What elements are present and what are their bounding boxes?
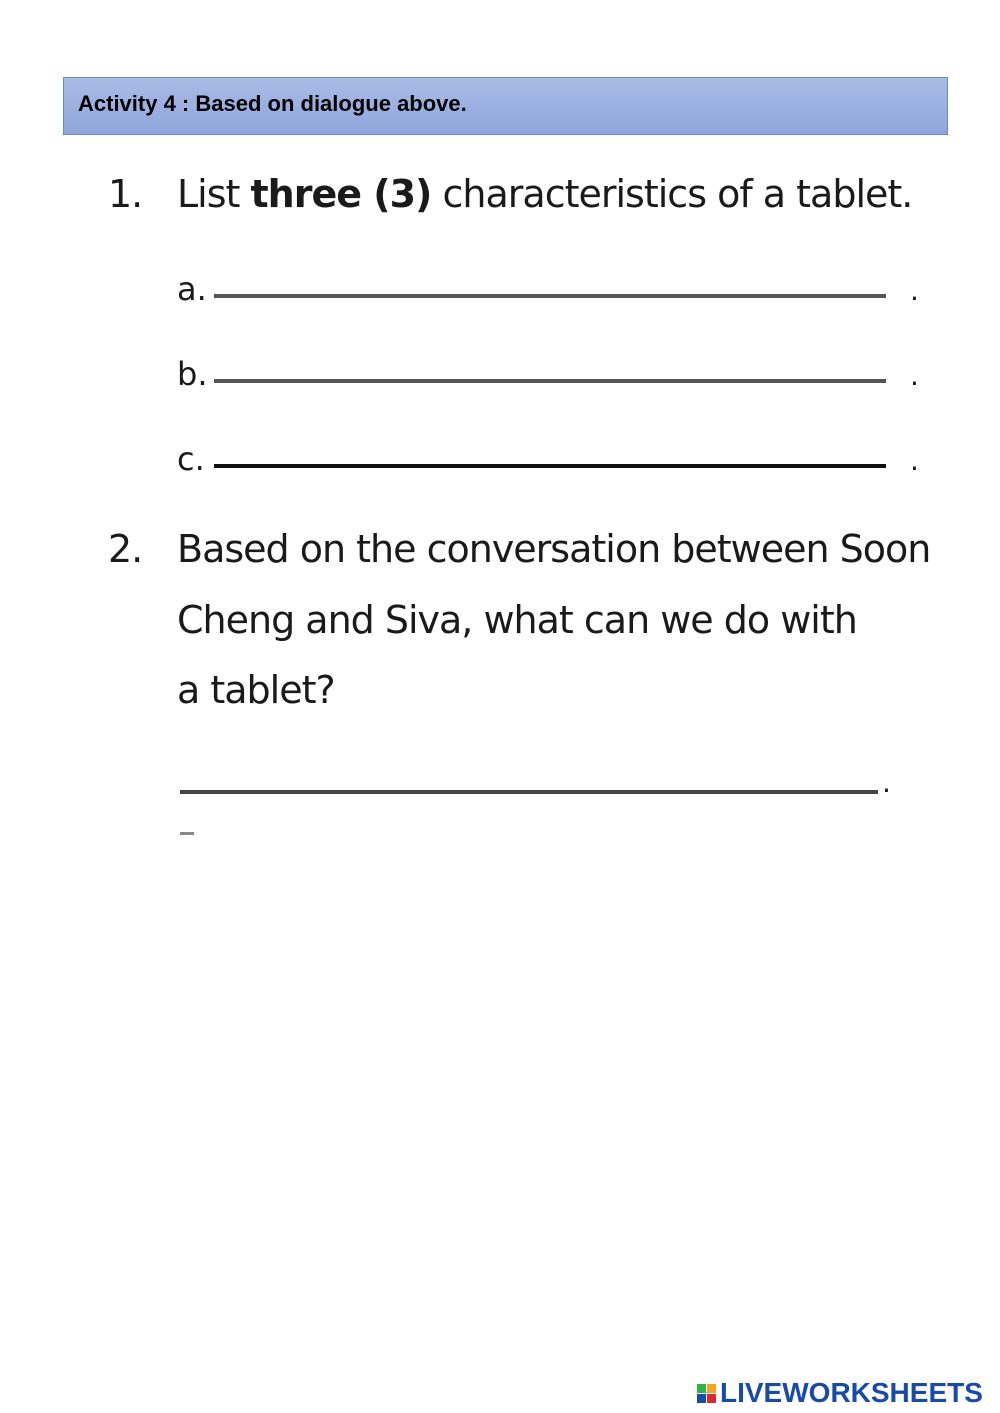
answer-letter-b: b. bbox=[177, 355, 208, 393]
question-2-line-2: Cheng and Siva, what can we do with bbox=[177, 598, 857, 642]
liveworksheets-logo-icon bbox=[697, 1384, 716, 1403]
answer-line-a[interactable] bbox=[214, 294, 886, 298]
answer-row-c bbox=[177, 440, 922, 480]
answer-line-c[interactable] bbox=[214, 464, 886, 468]
answer-letter-c: c. bbox=[177, 440, 205, 478]
liveworksheets-logo-text: LIVEWORKSHEETS bbox=[720, 1377, 983, 1408]
answer-end-a: . bbox=[910, 274, 919, 307]
activity-banner bbox=[63, 77, 948, 135]
activity-title: Activity 4 : Based on dialogue above. bbox=[78, 91, 467, 116]
answer-end-c: . bbox=[910, 444, 919, 477]
answer-line-b[interactable] bbox=[214, 379, 886, 383]
question-1-text bbox=[177, 172, 912, 216]
question-2-number: 2. bbox=[108, 527, 143, 571]
question-2-answer-end: . bbox=[882, 766, 891, 799]
question-1-text-after: characteristics of a tablet. bbox=[431, 172, 913, 216]
liveworksheets-logo bbox=[697, 1378, 983, 1408]
question-1-text-bold: three (3) bbox=[250, 172, 432, 216]
question-2-line-1: Based on the conversation between Soon bbox=[177, 527, 931, 571]
answer-row-a bbox=[177, 270, 922, 310]
answer-end-b: . bbox=[910, 359, 919, 392]
question-2-dash bbox=[180, 832, 194, 835]
answer-row-b bbox=[177, 355, 922, 395]
question-1-number: 1. bbox=[108, 172, 143, 216]
question-2-line-3: a tablet? bbox=[177, 668, 335, 712]
question-2-answer-line[interactable] bbox=[180, 790, 878, 794]
question-1-text-before: List bbox=[177, 172, 251, 216]
answer-letter-a: a. bbox=[177, 270, 207, 308]
